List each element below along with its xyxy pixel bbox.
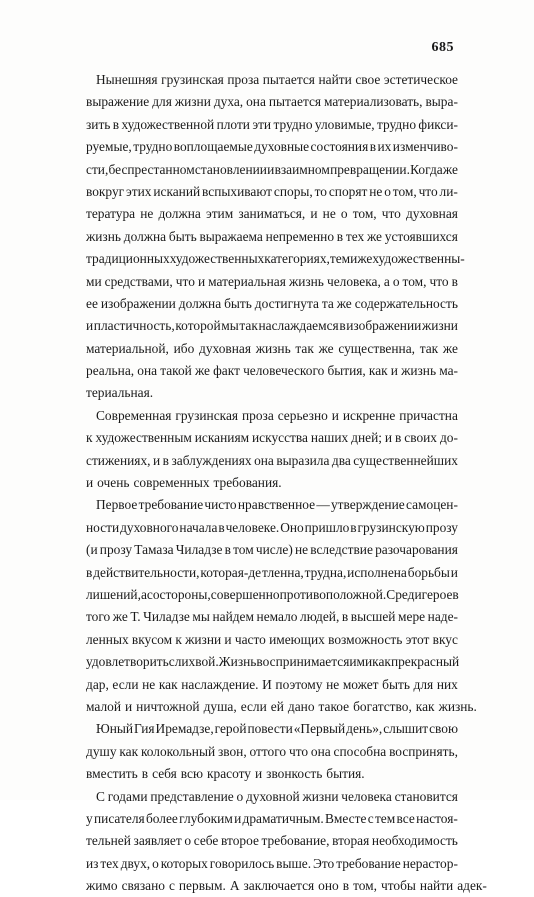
text-line: лишений, а со стороны, совершенно противоположной. Среди героев: [86, 584, 458, 606]
text-line: того же Т. Чиладзе мы найдем немало людей, в высшей мере наде-: [86, 606, 458, 628]
text-line: руемые, трудно воплощаемые духовные состояния в их изменчиво-: [86, 136, 458, 158]
text-line: удовлетворить с лихвой. Жизнь воспринимается ими как прекрасный: [86, 651, 458, 673]
text-line: стижениях, и в заблуждениях она выразила два существеннейших: [86, 450, 458, 472]
text-line: вокруг этих исканий вспыхивают споры, то спорят не о том, что ли-: [86, 181, 458, 203]
text-line: зить в художественной плоти эти трудно уловимые, трудно фикси-: [86, 114, 458, 136]
text-line: ее изображении должна быть достигнута та же содержательность: [86, 293, 458, 315]
body-text: [86, 69, 458, 897]
text-line: дар, если не как наслаждение. И поэтому не может быть для них: [86, 674, 458, 696]
paragraph: [86, 69, 458, 405]
text-line: из тех двух, о которых говорилось выше. Это требование нерастор-: [86, 853, 458, 875]
text-line: ленных вкусом к жизни и часто имеющих возможность этот вкус: [86, 629, 458, 651]
text-line: к художественным исканиям искусства наших дней; и в своих до-: [86, 427, 458, 449]
text-line: жимо связано с первым. А заключается оно в том, чтобы найти адек-: [86, 875, 458, 897]
text-line: ности духовного начала в человеке. Оно пришло в грузинскую прозу: [86, 517, 458, 539]
text-line: у писателя более глубоким и драматичным. Вместе с тем все настоя-: [86, 808, 458, 830]
text-line: в действительности, которая-де тленна, трудна, исполнена борьбы и: [86, 562, 458, 584]
text-line: реальна, она такой же факт человеческого бытия, как и жизнь ма-: [86, 360, 458, 382]
text-line: материальной, ибо духовная жизнь так же существенна, так же: [86, 338, 458, 360]
text-line: душу как колокольный звон, оттого что она способна воспринять,: [86, 741, 458, 763]
paragraph: [86, 494, 458, 718]
text-line: ми средствами, что и материальная жизнь человека, а о том, что в: [86, 271, 458, 293]
text-line: (и прозу Тамаза Чиладзе в том числе) не вследствие разочарования: [86, 539, 458, 561]
paragraph: [86, 405, 458, 495]
text-line: Юный Гия Иремадзе, герой повести «Первый день», слышит свою: [86, 718, 458, 740]
text-line: вместить в себя всю красоту и звонкость бытия.: [86, 763, 458, 785]
paragraph: [86, 718, 458, 785]
text-line: Первое требование чисто нравственное — утверждение самоцен-: [86, 494, 458, 516]
text-line: Современная грузинская проза серьезно и искренне причастна: [86, 405, 458, 427]
text-line: Нынешняя грузинская проза пытается найти свое эстетическое: [86, 69, 458, 91]
text-line: малой и ничтожной душа, если ей дано такое богатство, как жизнь.: [86, 696, 458, 718]
text-line: тельней заявляет о себе второе требование, вторая необходимость: [86, 830, 458, 852]
text-line: тература не должна этим заниматься, и не о том, что духовная: [86, 203, 458, 225]
text-line: териальная.: [86, 382, 458, 404]
text-line: сти, беспрестанном становлении и взаимном превращении. Когда же: [86, 159, 458, 181]
text-line: и очень современных требования.: [86, 472, 458, 494]
text-line: выражение для жизни духа, она пытается материализовать, выра-: [86, 91, 458, 113]
paragraph: [86, 786, 458, 897]
text-line: и пластичность, которой мы так наслаждаемся в изображении жизни: [86, 315, 458, 337]
text-line: традиционных художественных категориях, теми же художественны-: [86, 248, 458, 270]
page-number: 685: [432, 40, 455, 56]
text-line: С годами представление о духовной жизни человека становится: [86, 786, 458, 808]
text-line: жизнь должна быть выражаема непременно в тех же устоявшихся: [86, 226, 458, 248]
